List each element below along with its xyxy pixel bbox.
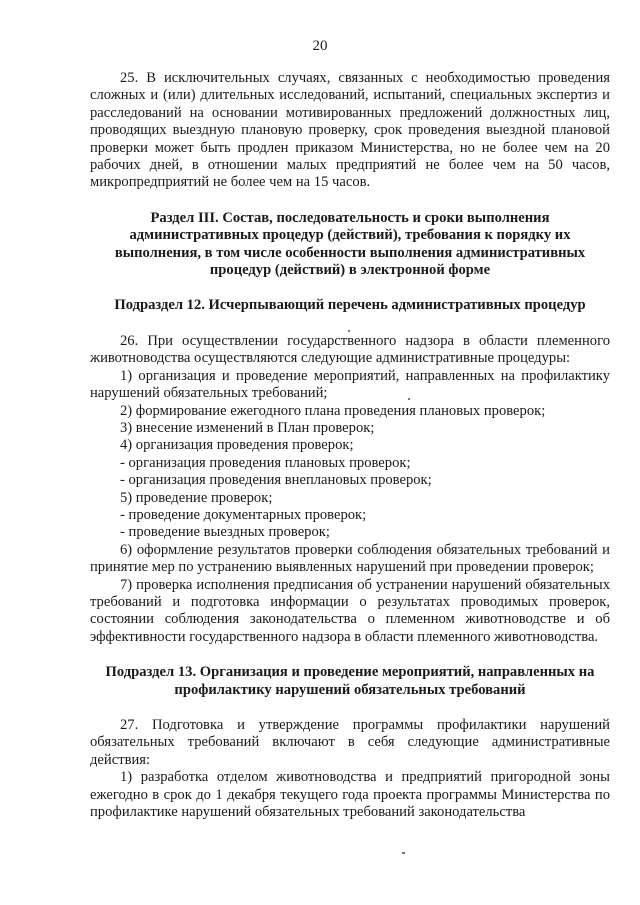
scan-speck (408, 398, 410, 400)
list-item: 1) организация и проведение мероприятий, направленных на профилактику нарушений обязательных требований; (90, 367, 610, 402)
paragraph-27-item-1: 1) разработка отделом животноводства и предприятий пригородной зоны ежегодно в срок до 1 декабря текущего года проекта программы Министерства по профилактике нарушений обязательных требований законодательства (90, 769, 610, 821)
paragraph-26: 26. При осуществлении государственного надзора в области племенного животноводства осуществляются следующие административные процедуры: (90, 332, 610, 367)
document-body (90, 70, 610, 821)
list-item: - организация проведения плановых проверок; (120, 454, 411, 471)
section-3-title: Раздел III. Состав, последовательность и сроки выполнения административных процедур (действий), требования к порядку их выполнения, в том числе особенности выполнения административных процедур (действий) в электронной форме (114, 209, 586, 279)
list-item: 4) организация проведения проверок; (120, 437, 354, 454)
list-item: - организация проведения внеплановых проверок; (120, 472, 432, 489)
list-item: - проведение документарных проверок; (120, 506, 367, 523)
paragraph-27: 27. Подготовка и утверждение программы профилактики нарушений обязательных требований включают в себя следующие административные действия: (90, 717, 610, 768)
list-item: 6) оформление результатов проверки соблюдения обязательных требований и принятие мер по устранению выявленных нарушений при проведении проверок; (90, 541, 610, 576)
list-item: 5) проведение проверок; (120, 489, 273, 506)
list-item: 2) формирование ежегодного плана проведения плановых проверок; (120, 402, 546, 419)
page-number: 20 (312, 38, 328, 54)
list-item: 3) внесение изменений в План проверок; (120, 419, 375, 436)
subsection-13-title: Подраздел 13. Организация и проведение мероприятий, направленных на профилактику нарушений обязательных требований (105, 664, 595, 698)
paragraph-25: 25. В исключительных случаях, связанных с необходимостью проведения сложных и (или) длительных исследований, испытаний, специальных экспертиз и расследований на основании мотивированных предложений должностных лиц, проводящих выездную плановую проверку, срок проведения выездной плановой проверки может быть продлен приказом Министерства, но не более чем на 20 рабочих дней, в отношении малых предприятий не более чем на 50 часов, микропредприятий не более чем на 15 часов. (90, 70, 610, 191)
scan-speck (402, 852, 405, 854)
list-item: 7) проверка исполнения предписания об устранении нарушений обязательных требований и подготовка информации о результатах проводимых проверок, состоянии соблюдения законодательства о племенном животноводстве и об эффективности государственного надзора в области племенного животноводства. (90, 576, 610, 645)
subsection-12-title: Подраздел 12. Исчерпывающий перечень административных процедур (114, 297, 586, 314)
scan-speck (348, 330, 350, 332)
list-item: - проведение выездных проверок; (120, 524, 330, 541)
